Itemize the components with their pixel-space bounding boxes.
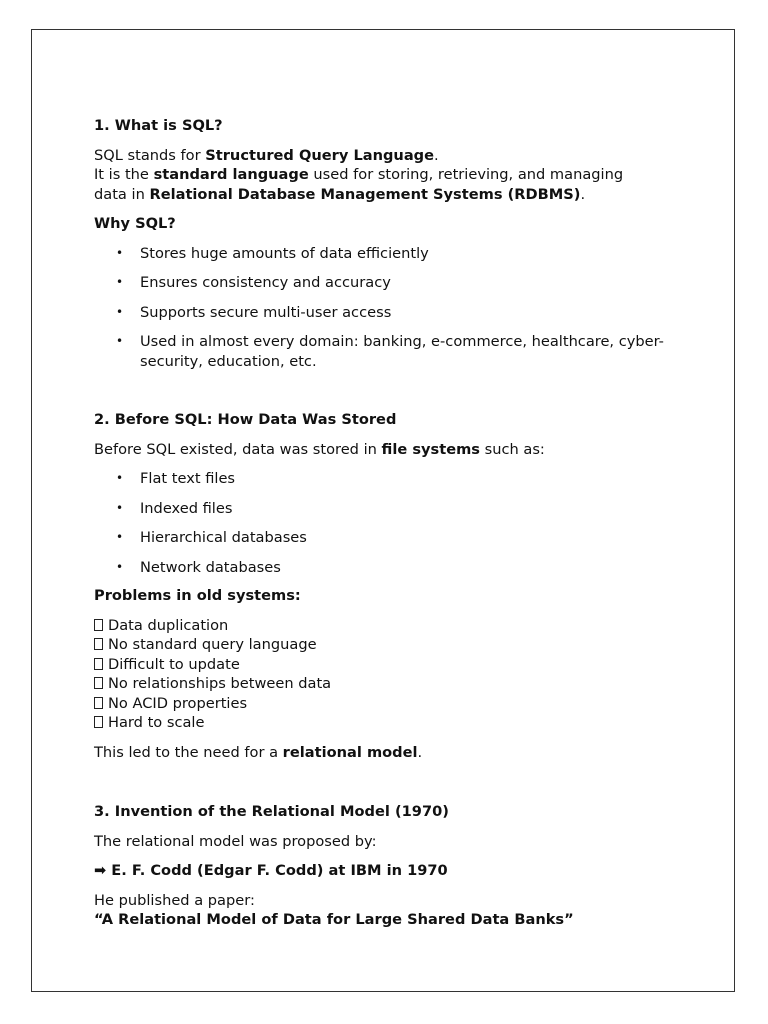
why-sql-list: [94, 244, 694, 372]
bold-text: Structured Query Language: [205, 146, 435, 164]
why-sql-heading: Why SQL?: [94, 215, 176, 232]
list-item: [94, 469, 694, 489]
bullet-icon: •: [116, 559, 124, 574]
section-1-intro: [94, 146, 694, 205]
problem-text: Hard to scale: [108, 714, 205, 731]
list-item: [94, 273, 694, 293]
bold-text: standard language: [153, 166, 309, 183]
bullet-icon: •: [116, 471, 124, 485]
problem-item: [94, 713, 694, 733]
text: .: [434, 146, 439, 164]
problem-text: Data duplication: [108, 616, 229, 634]
list-item-text: Ensures consistency and accuracy: [140, 274, 391, 291]
paper-title: “A Relational Model of Data for Large Shared Data Banks”: [94, 911, 574, 928]
problem-item: [94, 655, 694, 675]
list-item: [94, 528, 694, 548]
list-item: [94, 244, 694, 264]
missing-glyph-icon: [94, 697, 103, 709]
inventor-line: ➡ E. F. Codd (Edgar F. Codd) at IBM in 1970: [94, 862, 448, 879]
problem-text: No ACID properties: [108, 694, 248, 712]
text: SQL stands for: [94, 146, 206, 164]
missing-glyph-icon: [94, 658, 103, 670]
list-item: [94, 558, 694, 578]
bullet-icon: •: [116, 500, 124, 515]
problem-item: [94, 674, 694, 694]
section-2-conclusion: [94, 743, 694, 763]
bold-text: file systems: [381, 440, 480, 458]
section-spacer: [94, 772, 694, 802]
missing-glyph-icon: [94, 677, 103, 689]
missing-glyph-icon: [94, 716, 103, 728]
list-item: [94, 499, 694, 519]
text: such as:: [479, 440, 545, 458]
section-3-heading: 3. Invention of the Relational Model (1970): [94, 803, 449, 820]
text: data in: [94, 185, 150, 203]
list-item-text: Stores huge amounts of data efficiently: [140, 244, 429, 262]
text: Before SQL existed, data was stored in: [94, 440, 382, 458]
document-content: [94, 116, 694, 940]
paper-intro: He published a paper:: [94, 891, 255, 909]
storage-types-list: [94, 469, 694, 577]
list-item-text: Used in almost every domain: banking, e-commerce, healthcare, cyber-security, education, etc.: [140, 333, 664, 370]
problem-item: [94, 694, 694, 714]
bold-text: Relational Database Management Systems (RDBMS): [149, 185, 581, 203]
section-1-heading: 1. What is SQL?: [94, 117, 223, 134]
problem-text: No relationships between data: [108, 675, 332, 692]
problem-text: Difficult to update: [108, 655, 240, 673]
section-3-intro: The relational model was proposed by:: [94, 832, 377, 850]
problem-text: No standard query language: [108, 636, 317, 653]
list-item-text: Hierarchical databases: [140, 529, 307, 546]
list-item-text: Network databases: [140, 558, 281, 576]
list-item-text: Flat text files: [140, 470, 236, 487]
bullet-icon: •: [116, 530, 124, 544]
bullet-icon: •: [116, 245, 124, 260]
document-page: [31, 29, 735, 992]
text: used for storing, retrieving, and managing: [308, 166, 624, 183]
problem-item: [94, 635, 694, 655]
missing-glyph-icon: [94, 619, 103, 631]
section-2-intro: [94, 440, 694, 460]
section-2-heading: 2. Before SQL: How Data Was Stored: [94, 411, 397, 428]
list-item-text: Indexed files: [140, 499, 233, 517]
list-item-text: Supports secure multi-user access: [140, 303, 392, 321]
text: .: [417, 743, 423, 761]
paper-info: [94, 891, 694, 930]
text: This led to the need for a: [94, 743, 283, 761]
section-spacer: [94, 380, 694, 410]
text: .: [580, 185, 586, 203]
list-item: [94, 303, 694, 323]
bullet-icon: •: [116, 334, 124, 348]
list-item: [94, 332, 694, 371]
bullet-icon: •: [116, 304, 124, 319]
text: It is the: [94, 166, 154, 183]
problem-item: [94, 616, 694, 636]
problems-list: [94, 616, 694, 733]
bold-text: relational model: [282, 743, 418, 761]
problems-heading: Problems in old systems:: [94, 587, 301, 604]
bullet-icon: •: [116, 275, 124, 289]
missing-glyph-icon: [94, 638, 103, 650]
